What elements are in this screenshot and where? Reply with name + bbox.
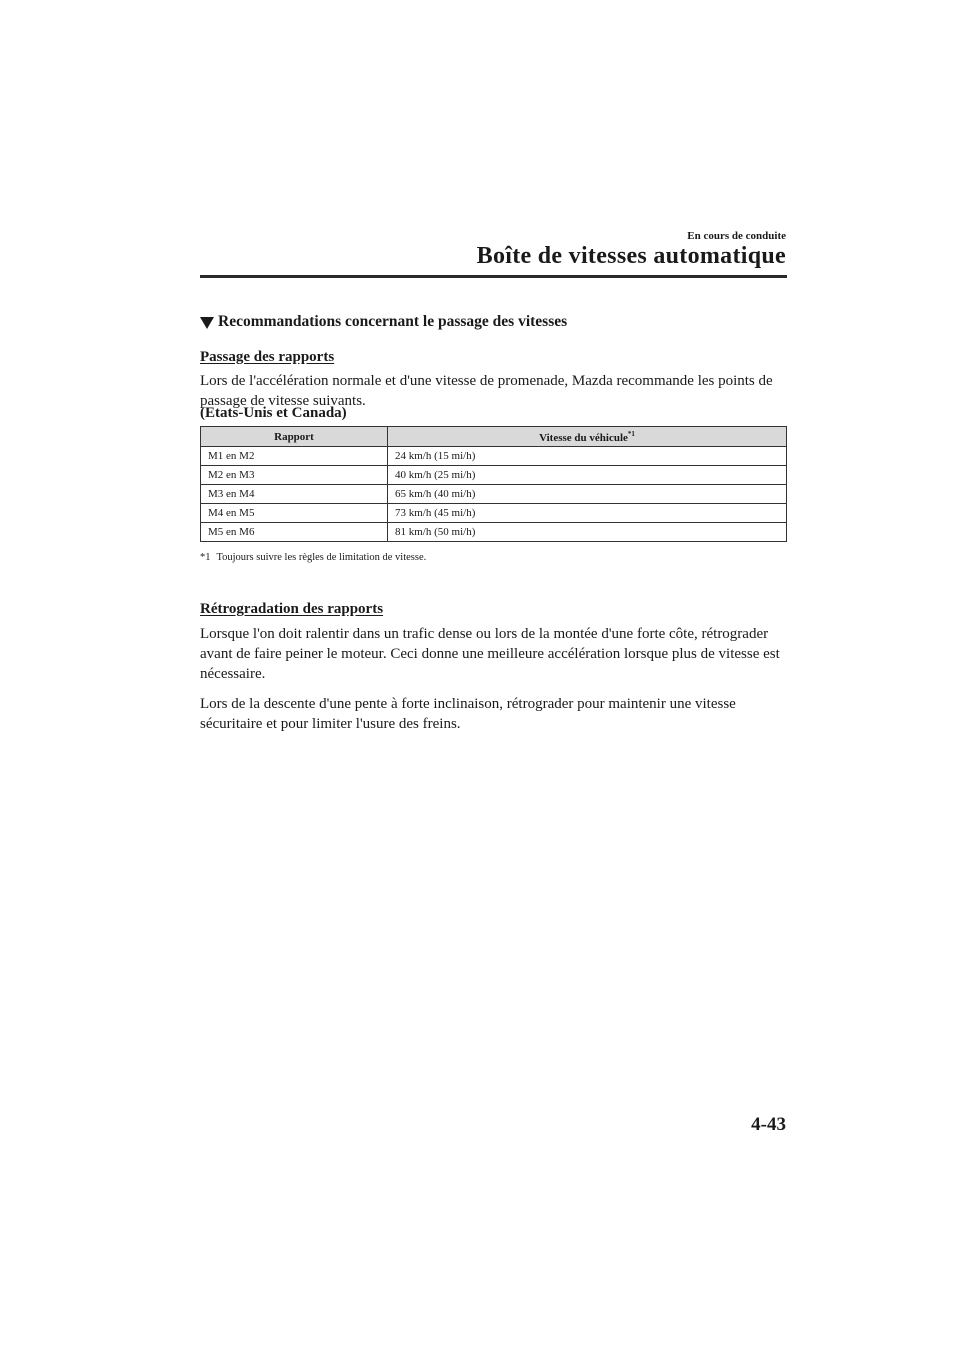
speed-cell: 65 km/h (40 mi/h) — [388, 485, 787, 504]
speed-cell: 24 km/h (15 mi/h) — [388, 447, 787, 466]
section-heading — [200, 313, 567, 331]
chapter-name: En cours de conduite — [687, 230, 786, 242]
table-header-row — [201, 427, 787, 447]
gear-cell: M5 en M6 — [201, 523, 388, 542]
table-row — [201, 466, 787, 485]
table-row — [201, 447, 787, 466]
running-header — [687, 230, 786, 242]
downshift-para-1: Lorsque l'on doit ralentir dans un trafic dense ou lors de la montée d'une forte côte, rétrograder avant de faire peiner le moteur. Ceci donne une meilleure accélération lorsque plus de vitesse est nécessaire. — [200, 626, 780, 682]
gear-cell: M3 en M4 — [201, 485, 388, 504]
speed-cell: 73 km/h (45 mi/h) — [388, 504, 787, 523]
column-header-speed — [388, 427, 787, 447]
page-number: 4-43 — [751, 1114, 786, 1135]
downshift-para-2: Lors de la descente d'une pente à forte inclinaison, rétrograder pour maintenir une vitesse sécuritaire et pour limiter l'usure des freins. — [200, 696, 736, 732]
footnote-text: Toujours suivre les règles de limitation de vitesse. — [216, 552, 427, 563]
gear-cell: M4 en M5 — [201, 504, 388, 523]
region-label: (Etats-Unis et Canada) — [200, 405, 347, 421]
speed-cell: 81 km/h (50 mi/h) — [388, 523, 787, 542]
upshift-title: Passage des rapports — [200, 349, 335, 365]
gear-cell: M2 en M3 — [201, 466, 388, 485]
footnote-mark: *1 — [200, 552, 211, 563]
table-row — [201, 485, 787, 504]
page-title: Boîte de vitesses automatique — [476, 243, 786, 269]
shift-points-table — [200, 426, 787, 542]
gear-cell: M1 en M2 — [201, 447, 388, 466]
column-header-speed-text: Vitesse du véhicule — [539, 431, 628, 444]
speed-cell: 40 km/h (25 mi/h) — [388, 466, 787, 485]
table-row — [201, 523, 787, 542]
header-rule — [200, 275, 787, 278]
footnote-ref: *1 — [627, 429, 635, 438]
footnote — [200, 552, 426, 563]
column-header-gear: Rapport — [201, 427, 388, 447]
upshift-body: Lors de l'accélération normale et d'une vitesse de promenade, Mazda recommande les points de passage de vitesse suivants. — [200, 373, 773, 409]
section-heading-text: Recommandations concernant le passage des vitesses — [218, 313, 568, 330]
downshift-title: Rétrogradation des rapports — [200, 601, 384, 617]
triangle-down-icon — [200, 317, 214, 329]
table-row — [201, 504, 787, 523]
